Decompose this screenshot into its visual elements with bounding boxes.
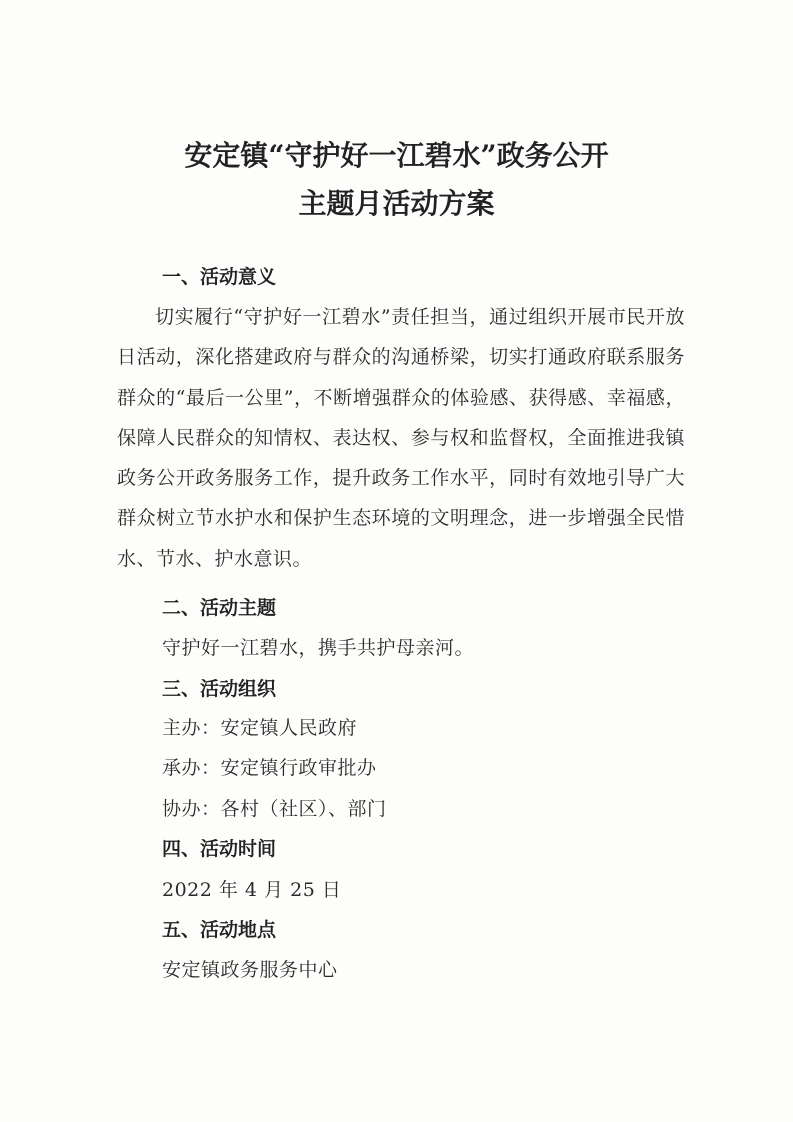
section-1-paragraph: 切实履行“守护好一江碧水”责任担当，通过组织开展市民开放日活动，深化搭建政府与群众的沟通桥梁，切实打通政府联系服务群众的“最后一公里”，不断增强群众的体验感、获得感、幸福感，保障人民群众的知情权、表达权、参与权和监督权，全面推进我镇政务公开政务服务工作，提升政务工作水平，同时有效地引导广大群众树立节水护水和保护生态环境的文明理念，进一步增强全民惜水、节水、护水意识。 bbox=[117, 306, 685, 570]
section-2-heading: 二、活动主题 bbox=[162, 597, 277, 619]
section-5-line-1: 安定镇政务服务中心 bbox=[162, 959, 338, 981]
section-4-heading: 四、活动时间 bbox=[162, 838, 277, 860]
document-title-line-1: 安定镇“守护好一江碧水”政务公开 bbox=[184, 139, 609, 172]
section-3-line-3: 协办：各村（社区）、部门 bbox=[162, 798, 387, 820]
section-3-heading: 三、活动组织 bbox=[162, 678, 277, 700]
section-3-line-1: 主办：安定镇人民政府 bbox=[162, 717, 358, 739]
section-3-line-2: 承办：安定镇行政审批办 bbox=[162, 757, 377, 779]
section-1-heading: 一、活动意义 bbox=[162, 266, 277, 288]
section-2-line-1: 守护好一江碧水，携手共护母亲河。 bbox=[162, 637, 475, 659]
section-5-heading: 五、活动地点 bbox=[162, 919, 277, 941]
document-title-line-2: 主题月活动方案 bbox=[298, 187, 495, 220]
section-4-line-1: 2022 年 4 月 25 日 bbox=[162, 879, 342, 901]
